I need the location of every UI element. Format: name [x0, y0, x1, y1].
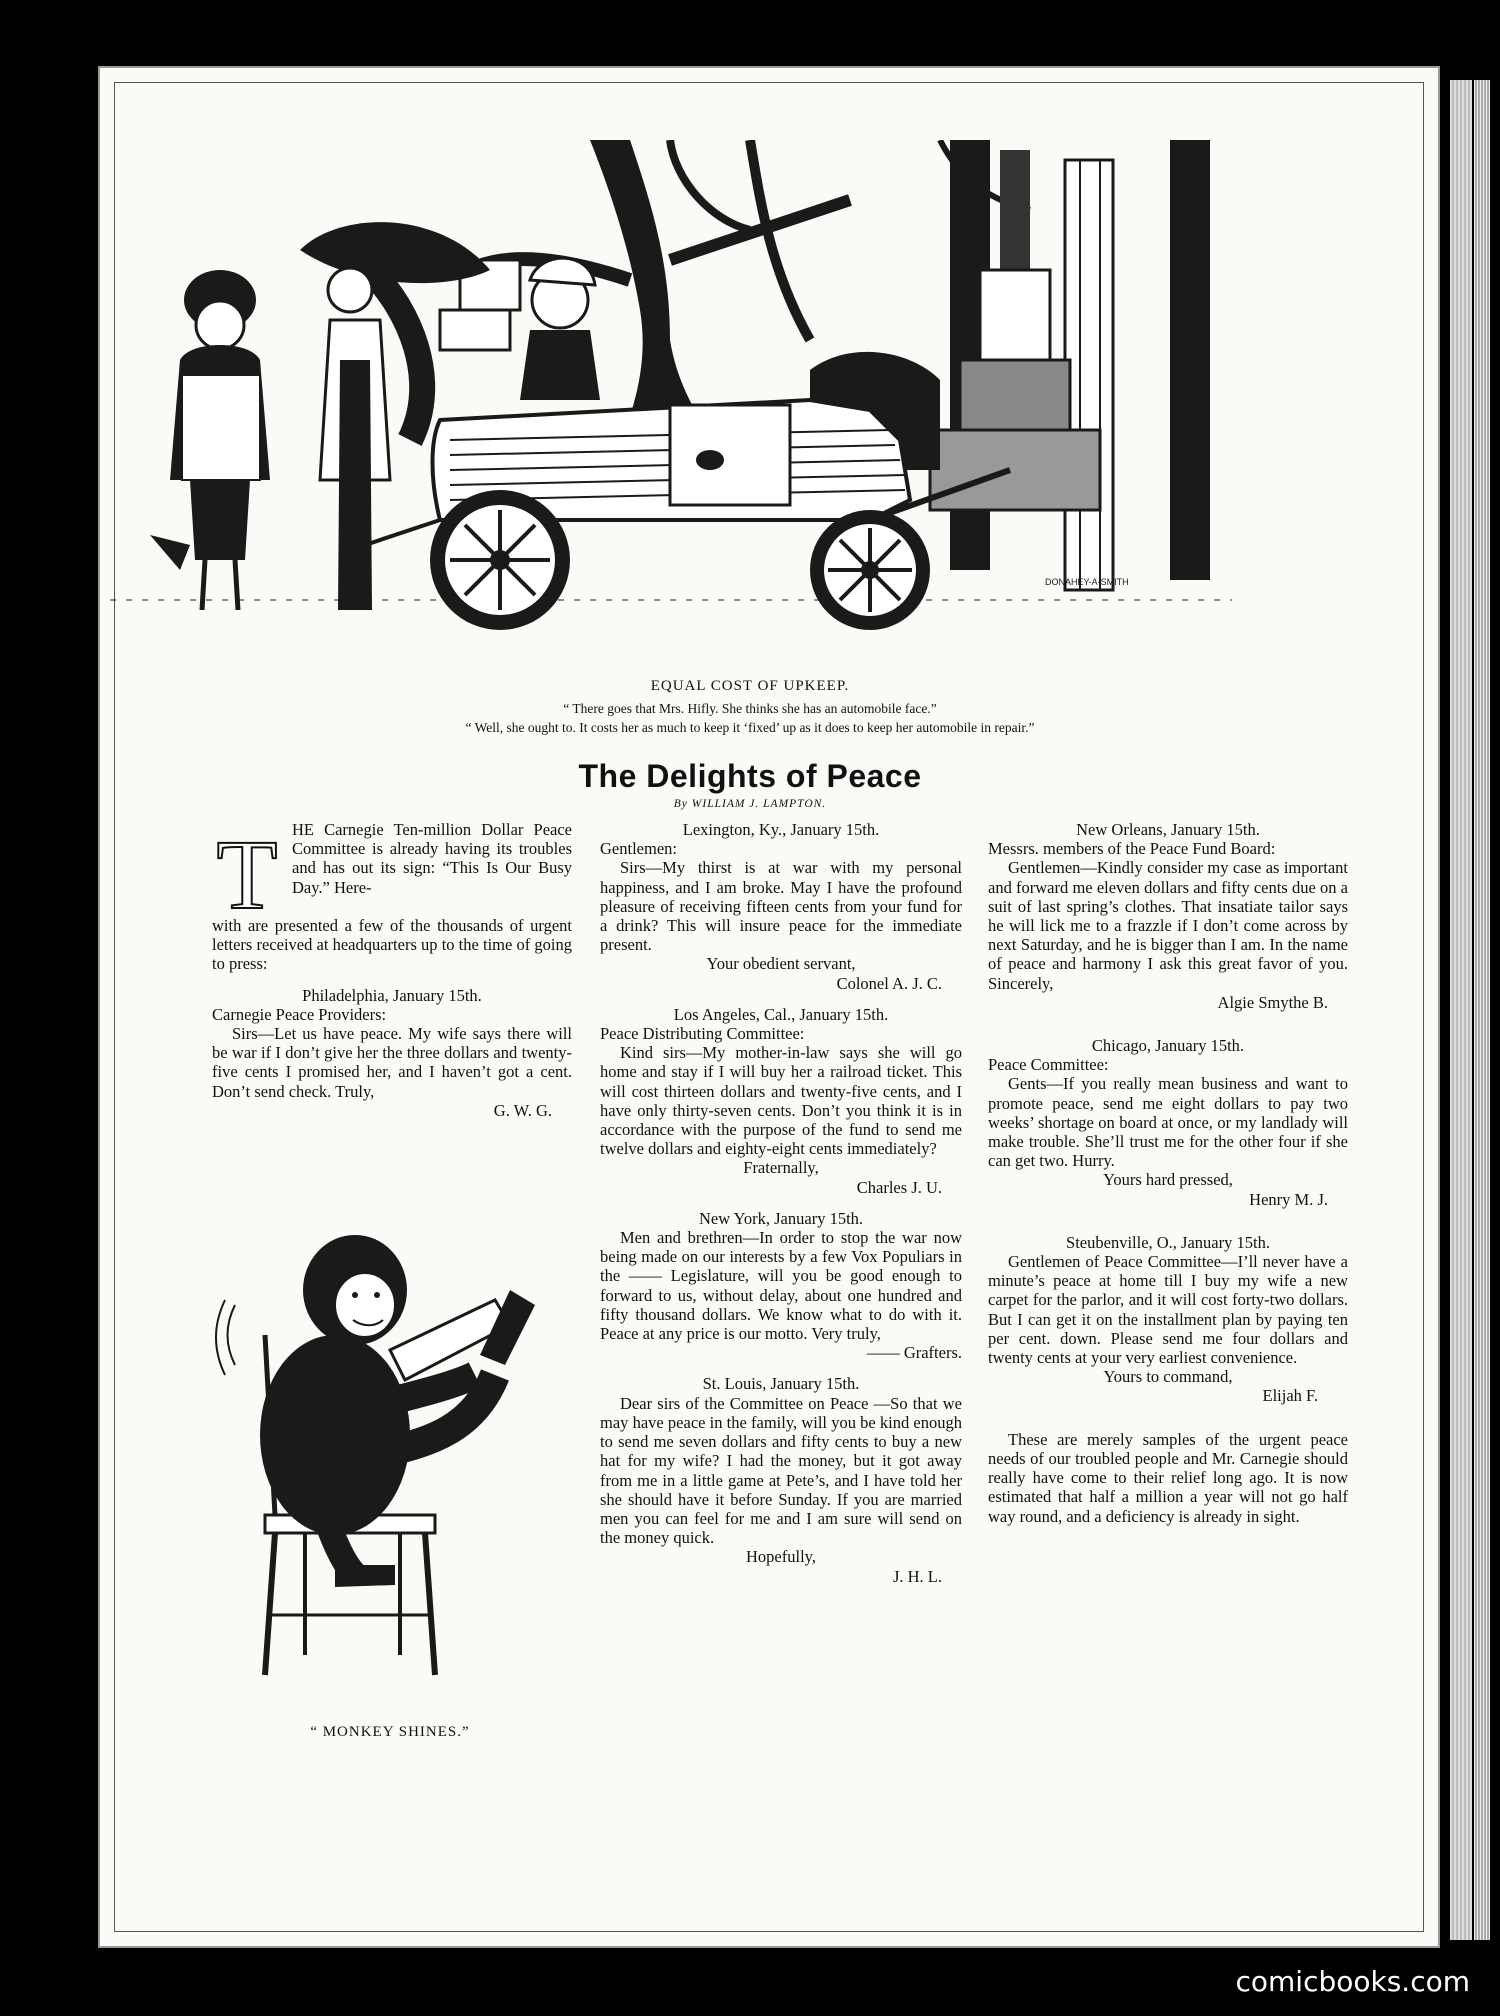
letter-closing: Hopefully, [746, 1547, 816, 1567]
column-3 [988, 820, 1348, 1526]
cartoon-artist-signature: DONAHEY-A-SMITH [1045, 577, 1129, 587]
svg-text:T: T [216, 820, 278, 916]
letter-signature: Henry M. J. [1249, 1189, 1328, 1209]
letter-salutation: Peace Distributing Committee: [600, 1024, 805, 1044]
letter-closing: Your obedient servant, [706, 954, 856, 974]
letter-signature: Colonel A. J. C. [836, 973, 942, 993]
column-2 [600, 820, 962, 1586]
letter-closing: Yours to command, [1103, 1367, 1233, 1387]
letter-dateline: Philadelphia, January 15th. [302, 985, 482, 1005]
letter-dateline: Chicago, January 15th. [1091, 1036, 1245, 1056]
automobile-cartoon-illustration [110, 140, 1232, 670]
letter-dateline: New York, January 15th. [698, 1208, 864, 1228]
letter-salutation: Peace Committee: [988, 1055, 1109, 1075]
monkey-caption: “ MONKEY SHINES.” [310, 1724, 470, 1740]
letter-dateline: Steubenville, O., January 15th. [1066, 1232, 1270, 1252]
letter-salutation: Messrs. members of the Peace Fund Board: [988, 839, 1276, 859]
book-spine-edge [1474, 80, 1490, 1940]
letter-signature: Elijah F. [1262, 1386, 1318, 1406]
letter-closing: Fraternally, [743, 1158, 819, 1178]
article-intro-b: with are presented a few of the thousands of urgent letters received at headquarters up to the time of going to press: [212, 916, 572, 974]
letter-body: Sirs—My thirst is at war with my personal happiness, and I am broke. May I have the profound pleasure of receiving fifteen cents from your fund for a drink? This will insure peace for the immediate present. [600, 858, 962, 955]
watermark-text: comicbooks.com [1235, 1965, 1470, 1998]
letter-body: Gents—If you really mean business and want to promote peace, send me eight dollars to pay two weeks’ shortage on board at once, or my landlady will make trouble. She’ll trust me for the other four if she can get two. Hurry. [988, 1074, 1348, 1171]
letter-salutation: Gentlemen: [600, 839, 677, 859]
letter-body: Kind sirs—My mother-in-law says she will go home and stay if I will buy her a railroad ticket. This will cost thirteen dollars and twenty-five cents, and I have only thirty-seven cents. Don’t you think it is in accordance with the purpose of the fund to send me twelve dollars and eighty-eight cents immediately? [600, 1043, 962, 1159]
letter-body: Gentlemen—Kindly consider my case as important and forward me eleven dollars and fifty cents due on a suit of last spring’s clothes. That insatiate tailor says he will lick me to a frazzle if I don’t come across by next Saturday, and he is bigger than I am. In the name of peace and harmony I ask this great favor of you. Sincerely, [988, 858, 1348, 993]
article-byline: By WILLIAM J. LAMPTON. [673, 798, 827, 810]
letter-salutation: Carnegie Peace Providers: [212, 1004, 387, 1024]
letter-signature: J. H. L. [892, 1566, 942, 1586]
column-1 [212, 820, 572, 1120]
letter-signature: Algie Smythe B. [1217, 992, 1328, 1012]
letter-body: Dear sirs of the Committee on Peace —So that we may have peace in the family, will you be kind enough to send me seven dollars and fifty cents to buy a new hat for my wife? I had the money, but it got away from me in a little game at Pete’s, and I have told her she should have it before Sunday. If you are married men you can feel for me and I am sure will send on the money quick. [600, 1393, 962, 1548]
letter-dateline: Los Angeles, Cal., January 15th. [673, 1004, 889, 1024]
letter-dateline: Lexington, Ky., January 15th. [682, 820, 880, 839]
letter-dateline: St. Louis, January 15th. [702, 1374, 860, 1394]
cartoon-title: EQUAL COST OF UPKEEP. [650, 678, 850, 694]
letter-body: Men and brethren—In order to stop the war now being made on our interests by a few Vox Populiars in the —— Legislature, will you be good enough to forward to us, without delay, about one hundred and fifty thousand dollars. We know what to do with it. Peace at any price is our motto. Very truly, [600, 1228, 962, 1344]
letter-closing: Yours hard pressed, [1103, 1170, 1233, 1190]
letter-dateline: New Orleans, January 15th. [1076, 820, 1260, 839]
letter-signature: G. W. G. [493, 1100, 552, 1120]
cartoon-caption-line-1: “ There goes that Mrs. Hifly. She thinks she has an automobile face.” [563, 701, 937, 716]
letter-body: Sirs—Let us have peace. My wife says there will be war if I don’t give her the three dollars and twenty-five cents I promised her, and I haven’t got a cent. Don’t send check. Truly, [212, 1024, 572, 1101]
article-headline: The Delights of Peace [578, 758, 922, 794]
article-intro-a: HE Carnegie Ten-million Dollar Peace Committee is already having its troubles and has out its sign: “This Is Our Busy Day.” Here- [292, 820, 572, 897]
letter-body: Gentlemen of Peace Committee—I’ll never have a minute’s peace at home till I buy my wife a new carpet for the parlor, and it will cost forty-two dollars. But I can get it on the installment plan by paying ten per cent. down. Please send me four dollars and twenty cents at your very earliest convenience. [988, 1252, 1348, 1368]
letter-signature: Charles J. U. [856, 1177, 942, 1197]
book-spine [1450, 80, 1472, 1940]
article-conclusion: These are merely samples of the urgent peace needs of our troubled people and Mr. Carnegie should really have come to their relief long ago. It is now estimated that half a million a year will not go half way round, and a deficiency is already in sight. [988, 1429, 1348, 1526]
drop-cap-letter [212, 820, 282, 916]
monkey-illustration [205, 1215, 575, 1685]
letter-signature: —— Grafters. [866, 1343, 962, 1363]
cartoon-caption-line-2: “ Well, she ought to. It costs her as much to keep it ‘fixed’ up as it does to keep her automobile in repair.” [465, 720, 1035, 735]
